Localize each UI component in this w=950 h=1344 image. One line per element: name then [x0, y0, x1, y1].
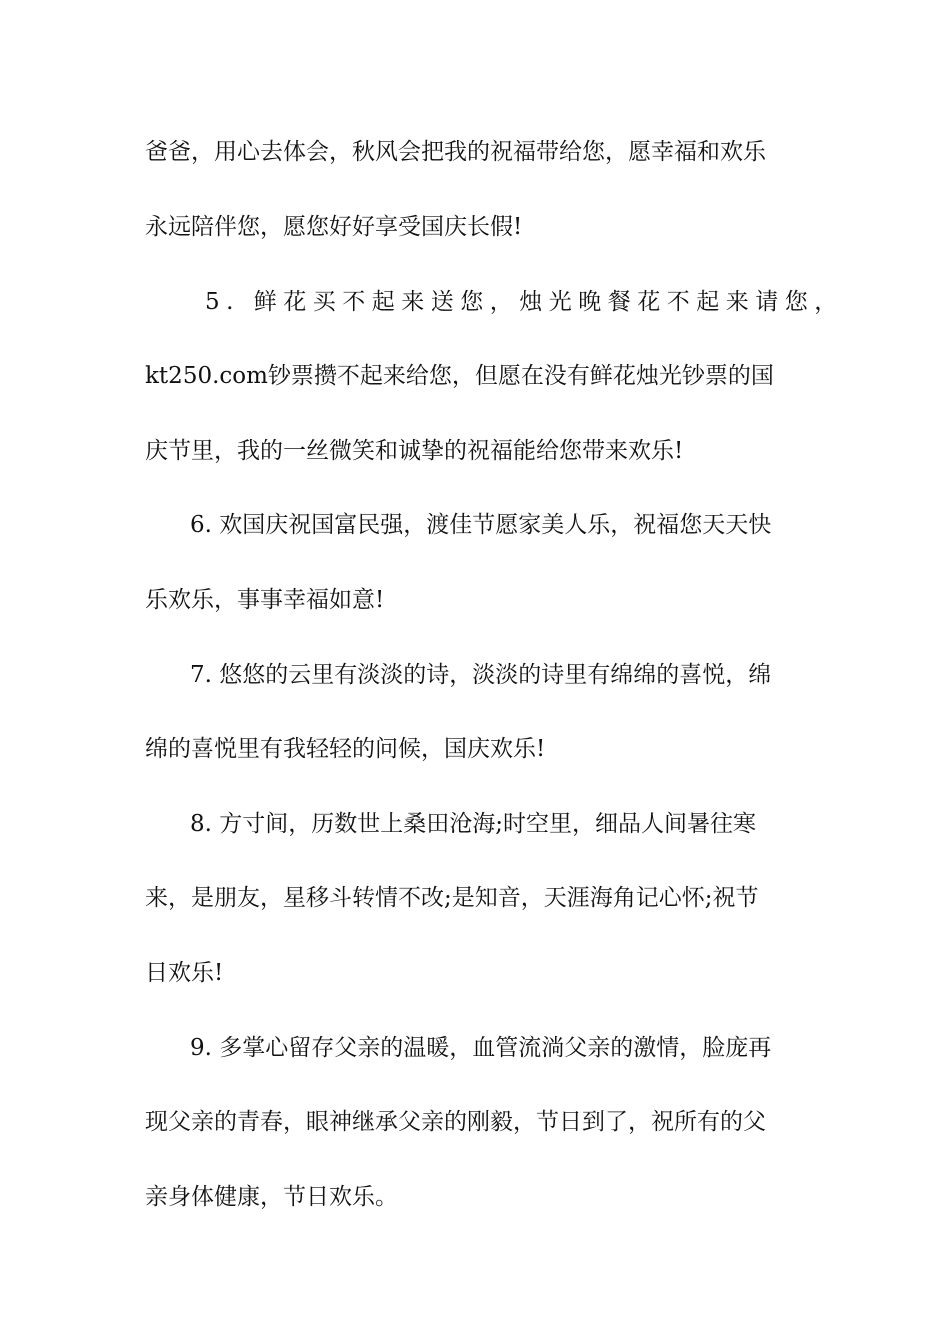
list-item-5: 5. 鲜花买不起来送您，烛光晚餐花不起来请您，: [205, 289, 844, 315]
text-line: kt250.com钞票攒不起来给您，但愿在没有鲜花烛光钞票的国: [145, 363, 774, 389]
text-line: 日欢乐!: [145, 960, 224, 986]
text-line: 亲身体健康，节日欢乐。: [145, 1184, 398, 1210]
text-line: 来，是朋友，星移斗转情不改;是知音，天涯海角记心怀;祝节: [145, 885, 759, 911]
list-item-9: 9. 多掌心留存父亲的温暖，血管流淌父亲的激情，脸庞再: [190, 1035, 772, 1061]
list-item-6: 6. 欢国庆祝国富民强，渡佳节愿家美人乐，祝福您天天快: [190, 512, 772, 538]
text-line: 乐欢乐，事事幸福如意!: [145, 587, 385, 613]
text-line: 庆节里，我的一丝微笑和诚挚的祝福能给您带来欢乐!: [145, 438, 684, 464]
list-item-7: 7. 悠悠的云里有淡淡的诗，淡淡的诗里有绵绵的喜悦，绵: [190, 662, 772, 688]
text-line: 爸爸，用心去体会，秋风会把我的祝福带给您，愿幸福和欢乐: [145, 139, 766, 165]
text-line: 永远陪伴您，愿您好好享受国庆长假!: [145, 214, 523, 240]
text-line: 绵的喜悦里有我轻轻的问候，国庆欢乐!: [145, 736, 546, 762]
list-item-8: 8. 方寸间，历数世上桑田沧海;时空里，细品人间暑往寒: [190, 811, 757, 837]
text-line: 现父亲的青春，眼神继承父亲的刚毅，节日到了，祝所有的父: [145, 1109, 766, 1135]
